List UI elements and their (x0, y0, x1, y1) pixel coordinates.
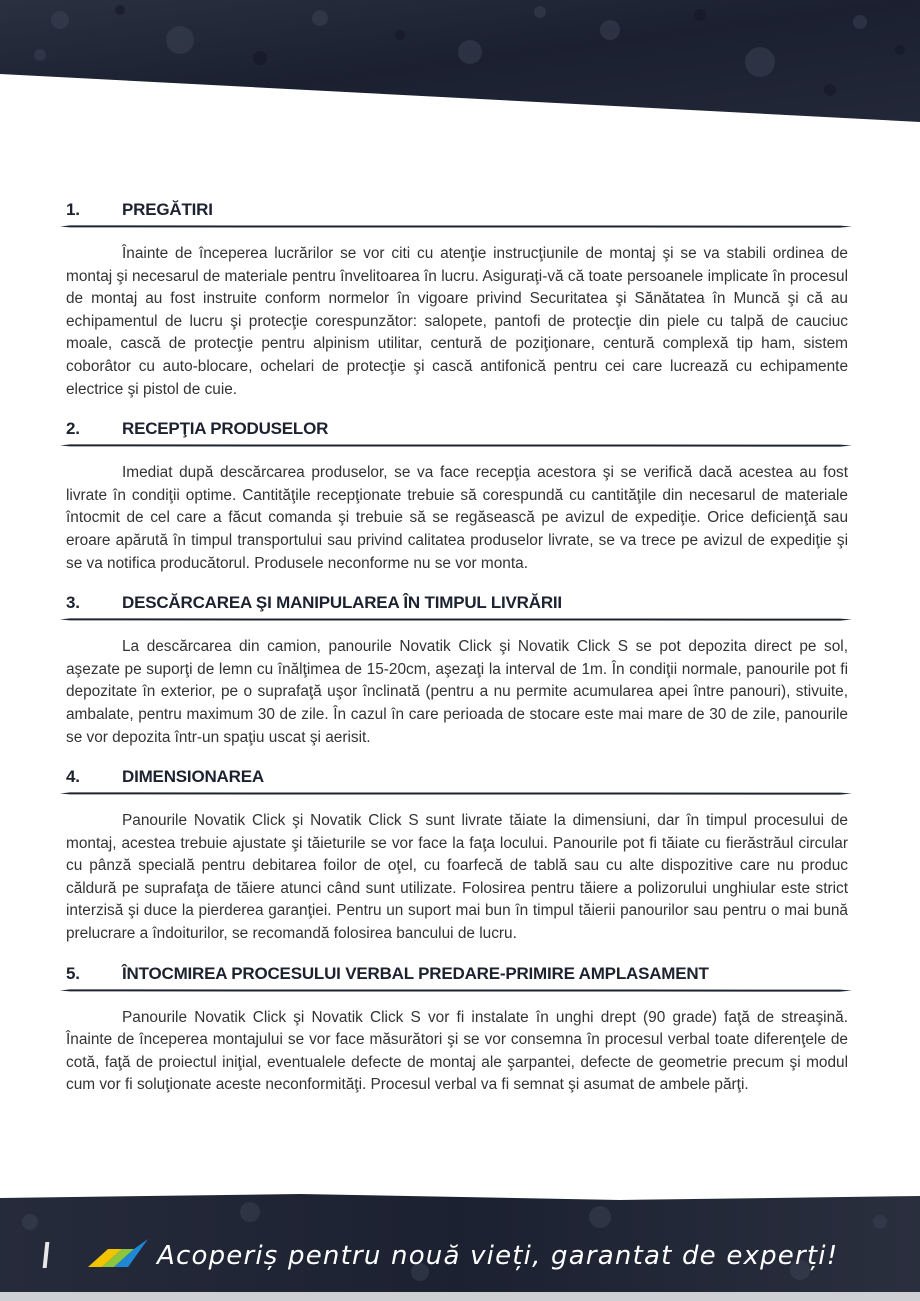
section-title: ÎNTOCMIREA PROCESULUI VERBAL PREDARE-PRIMIRE AMPLASAMENT (122, 963, 709, 983)
heading-rule (60, 224, 852, 227)
section-title: PREGĂTIRI (122, 200, 213, 219)
heading-rule (60, 443, 852, 446)
section-paragraph: Panourile Novatik Click şi Novatik Click S sunt livrate tăiate la dimensiuni, dar în timpul procesului de montaj, acestea trebuie ajustate şi tăieturile se vor face la faţa locului. Panourile pot fi tăiate cu fierăstrăul circular cu pânză specială pentru debitarea foilor de oţel, cu foarfecă de tablă sau cu alte dispozitive care nu produc căldură pe suprafaţa de tăiere atunci când sunt utilizate. Folosirea pentru tăiere a polizorului unghiular este strict interzisă şi duce la pierderea garanţiei. Pentru un suport mai bun în timpul tăierii panourilor sau pentru o mai bună prelucrare a îndoiturilor, se recomandă folosirea bancului de lucru. (66, 812, 848, 943)
section-number: 4. (66, 767, 80, 787)
heading-rule (60, 791, 852, 794)
top-header-band (0, 0, 920, 125)
section-descarcarea (66, 593, 848, 749)
section-heading (66, 419, 848, 443)
section-title: DESCĂRCAREA ŞI MANIPULAREA ÎN TIMPUL LIVRĂRII (122, 593, 562, 613)
section-heading (66, 593, 848, 617)
section-proces-verbal (66, 964, 848, 1097)
section-dimensionarea (66, 767, 848, 946)
section-receptia-produselor (66, 419, 848, 575)
section-paragraph: Înainte de începerea lucrărilor se vor citi cu atenţie instrucţiunile de montaj şi se va stabili ordinea de montaj şi necesarul de materiale pentru învelitoarea în lucru. Asiguraţi-vă că toate persoanele implicate în procesul de montaj au fost instruite conform normelor în vigoare privind Securitatea şi Sănătatea în Muncă şi că au echipamentul de lucru şi protecţie corespunzător: salopete, pantofi de protecţie din piele cu talpă de cauciuc moale, cască de protecţie pentru alpinism utilitar, centură de poziţionare, centură complexă tip ham, sistem coborâtor cu auto-blocare, ochelari de protecţie şi cască antifonică pentru cei care lucrează cu echipamente electrice şi pistol de cuie. (66, 245, 848, 398)
section-number: 5. (66, 963, 80, 983)
brand-logo-icon (88, 1237, 150, 1271)
section-heading (66, 200, 848, 224)
section-number: 3. (66, 593, 80, 613)
section-pregatiri (66, 200, 848, 401)
section-number: 1. (66, 200, 80, 219)
section-number: 2. (66, 419, 80, 439)
section-heading (66, 964, 848, 988)
section-paragraph: Panourile Novatik Click şi Novatik Click S vor fi instalate în unghi drept (90 grade) faţă de streaşină. Înainte de începerea montajului se vor face măsurători şi se vor consemna în procesul verbal toate diferenţele de cotă, faţă de proiectul iniţial, eventualele defecte de montaj ale şarpantei, defecte de geometrie precum şi modul cum vor fi soluţionate aceste neconformităţi. Procesul verbal va fi semnat şi asumat de ambele părţi. (66, 1008, 848, 1094)
document-body (66, 200, 848, 1115)
heading-rule (60, 988, 852, 991)
section-paragraph: Imediat după descărcarea produselor, se va face recepţia acestora şi se verifică dacă acestea au fost livrate în condiţii optime. Cantităţile recepţionate trebuie să corespundă cu cantităţile din necesarul de materiale întocmit de cel care a făcut comanda şi trebuie să se regăsească pe avizul de expediţie. Orice deficienţă sau eroare apărută în timpul transportului sau privind calitatea produselor livrate, se va trece pe avizul de expediţie şi se va notifica producătorul. Produsele neconforme nu se vor monta. (66, 464, 848, 572)
section-paragraph: La descărcarea din camion, panourile Novatik Click şi Novatik Click S se pot depozita direct pe sol, aşezate pe suporţi de lemn cu înălţimea de 15-20cm, aşezaţi la interval de 1m. În condiţii normale, panourile pot fi depozitate în exterior, pe o suprafaţă uşor înclinată (pentru a nu permite acumularea apei între panouri), stivuite, ambalate, pentru maximum 30 de zile. În cazul în care perioada de stocare este mai mare de 30 de zile, panourile se vor depozita într-un spaţiu uscat şi aerisit. (66, 638, 848, 746)
footer-slogan: Acoperiș pentru nouă vieți, garantat de experți! (157, 1241, 839, 1271)
section-title: DIMENSIONAREA (122, 767, 264, 787)
section-heading (66, 767, 848, 791)
heading-rule (60, 617, 852, 620)
section-title: RECEPŢIA PRODUSELOR (122, 419, 329, 439)
